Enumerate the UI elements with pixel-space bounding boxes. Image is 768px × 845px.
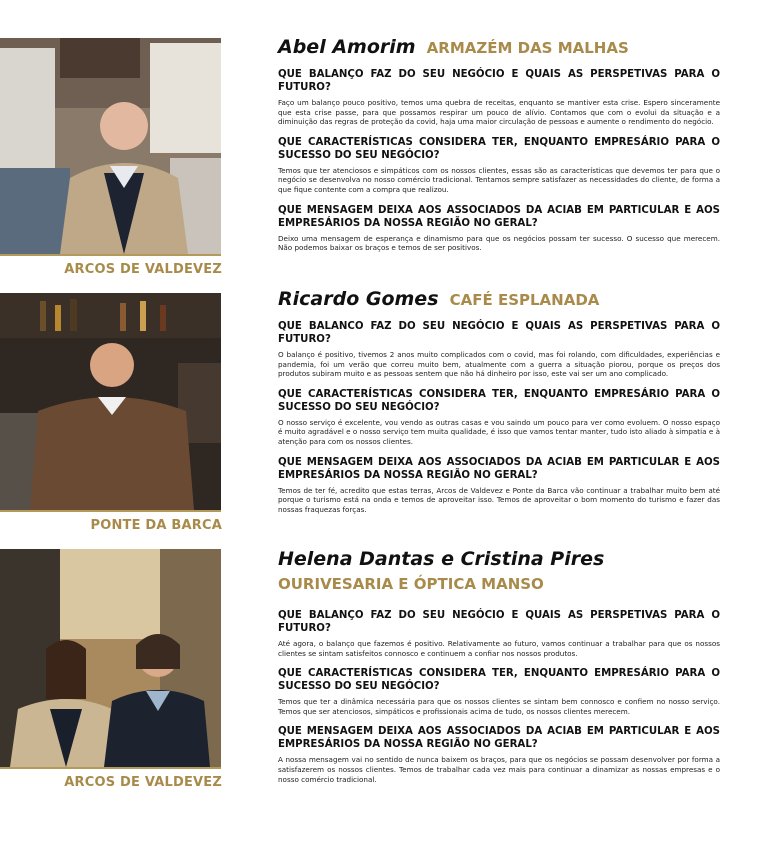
answer: O balanço é positivo, tivemos 2 anos muito complicados com o covid, mas foi rolando, com dificuldades, experiências e pandemia, foi um verão que correu muito bem, atualmente com a guerra a situação piorou, porque os preços dos produtos subiram muito e as pessoas sentem que não há dinheiro por isso, este vai ser um ano complicado. [278,350,720,379]
question: QUE MENSAGEM DEIXA AOS ASSOCIADOS DA ACIAB EM PARTICULAR E AOS EMPRESÁRIOS DA NOSSA REGIÃO NO GERAL? [278,456,720,481]
person-name: Helena Dantas e Cristina Pires [278,548,605,570]
question: QUE MENSAGEM DEIXA AOS ASSOCIADOS DA ACIAB EM PARTICULAR E AOS EMPRESÁRIOS DA NOSSA REGIÃO NO GERAL? [278,204,720,229]
question: QUE CARACTERÍSTICAS CONSIDERA TER, ENQUANTO EMPRESÁRIO PARA O SUCESSO DO SEU NEGÓCIO? [278,136,720,161]
answer: Faço um balanço pouco positivo, temos uma quebra de receitas, enquanto se mantiver esta crise. Espero sinceramente que esta crise passe, para que possamos respirar um pouco de alívio. Contamos que com o evolui da situação e a diminuição das regras de proteção da covid, haja uma maior circulação de pessoas e aumente o rendimento do negócio. [278,98,720,127]
answer: Até agora, o balanço que fazemos é positivo. Relativamente ao futuro, vamos continuar a trabalhar para que os nossos clientes se sintam satisfeitos connosco e continuem a confiar nos nossos produtos. [278,639,720,658]
photo-helena-cristina [0,549,221,769]
question: QUE CARACTERÍSTICAS CONSIDERA TER, ENQUANTO EMPRESÁRIO PARA O SUCESSO DO SEU NEGÓCIO? [278,388,720,413]
person-name: Ricardo Gomes [278,288,439,310]
interview-heading [278,288,720,311]
location-label: ARCOS DE VALDEVEZ [64,775,222,790]
answer: Temos de ter fé, acredito que estas terras, Arcos de Valdevez e Ponte da Barca vão continuar a trabalhar muito bem até porque o turismo está na onda e temos de aproveitar isso. Temos de aproveitar o bom momento do turismo e fazer das nossas fraquezas forças. [278,485,720,514]
answer: Temos que ter a dinâmica necessária para que os nossos clientes se sintam bem connosco e confiem no nosso serviço. Temos que ser atenciosos, simpáticos e profissionais acima de tudo, os nossos clientes merecem. [278,697,720,716]
location-label: PONTE DA BARCA [90,518,222,533]
photo-abel-amorim [0,38,221,256]
location-label: ARCOS DE VALDEVEZ [64,262,222,277]
question: QUE BALANCO FAZ DO SEU NEGÓCIO E QUAIS AS PERSPETIVAS PARA O FUTURO? [278,321,720,345]
photo-ricardo-gomes [0,293,221,512]
answer: Deixo uma mensagem de esperança e dinamismo para que os negócios possam ter sucesso. O sucesso que merecem. Não podemos baixar os braços e temos de ser positivos. [278,233,720,253]
answer: O nosso serviço é excelente, vou vendo as outras casas e vou saindo um pouco para ver como evoluem. O nosso espaço é muito agradável e o nosso serviço tem muita qualidade, é isso que vamos tentar manter, tudo isto aliado à simpatia e à atenção para com os nossos clientes. [278,417,720,446]
interview-helena-cristina [278,548,720,784]
answer: A nossa mensagem vai no sentido de nunca baixem os braços, para que os negócios se possam desenvolver por forma a satisfazerem os nossos clientes. Temos de trabalhar cada vez mais para continuar a dinamizar as nossas empresas e o nosso comércio tradicional. [278,755,720,784]
answer: Temos que ter atenciosos e simpáticos com os nossos clientes, essas são as características que devemos ter para que o negócio se desenvolva no nosso comércio tradicional. Tentamos sempre satisfazer as necessidades do cliente, de forma a que fique contente com a compra que realizou. [278,165,720,194]
question: QUE CARACTERÍSTICAS CONSIDERA TER, ENQUANTO EMPRESÁRIO PARA O SUCESSO DO SEU NEGÓCIO? [278,668,720,693]
question: QUE MENSAGEM DEIXA AOS ASSOCIADOS DA ACIAB EM PARTICULAR E AOS EMPRESÁRIOS DA NOSSA REGIÃO NO GERAL? [278,726,720,751]
business-name: OURIVESARIA E ÓPTICA MANSO [278,575,544,593]
person-name: Abel Amorim [278,36,416,58]
interview-ricardo-gomes [278,288,720,514]
interview-heading [278,548,720,595]
business-name: CAFÉ ESPLANADA [449,291,600,309]
interview-heading [278,36,720,59]
interview-abel-amorim [278,36,720,253]
question: QUE BALANÇO FAZ DO SEU NEGÓCIO E QUAIS AS PERSPETIVAS PARA O FUTURO? [278,69,720,93]
business-name: ARMAZÉM DAS MALHAS [426,39,629,57]
question: QUE BALANÇO FAZ DO SEU NEGÓCIO E QUAIS AS PERSPETIVAS PARA O FUTURO? [278,610,720,634]
